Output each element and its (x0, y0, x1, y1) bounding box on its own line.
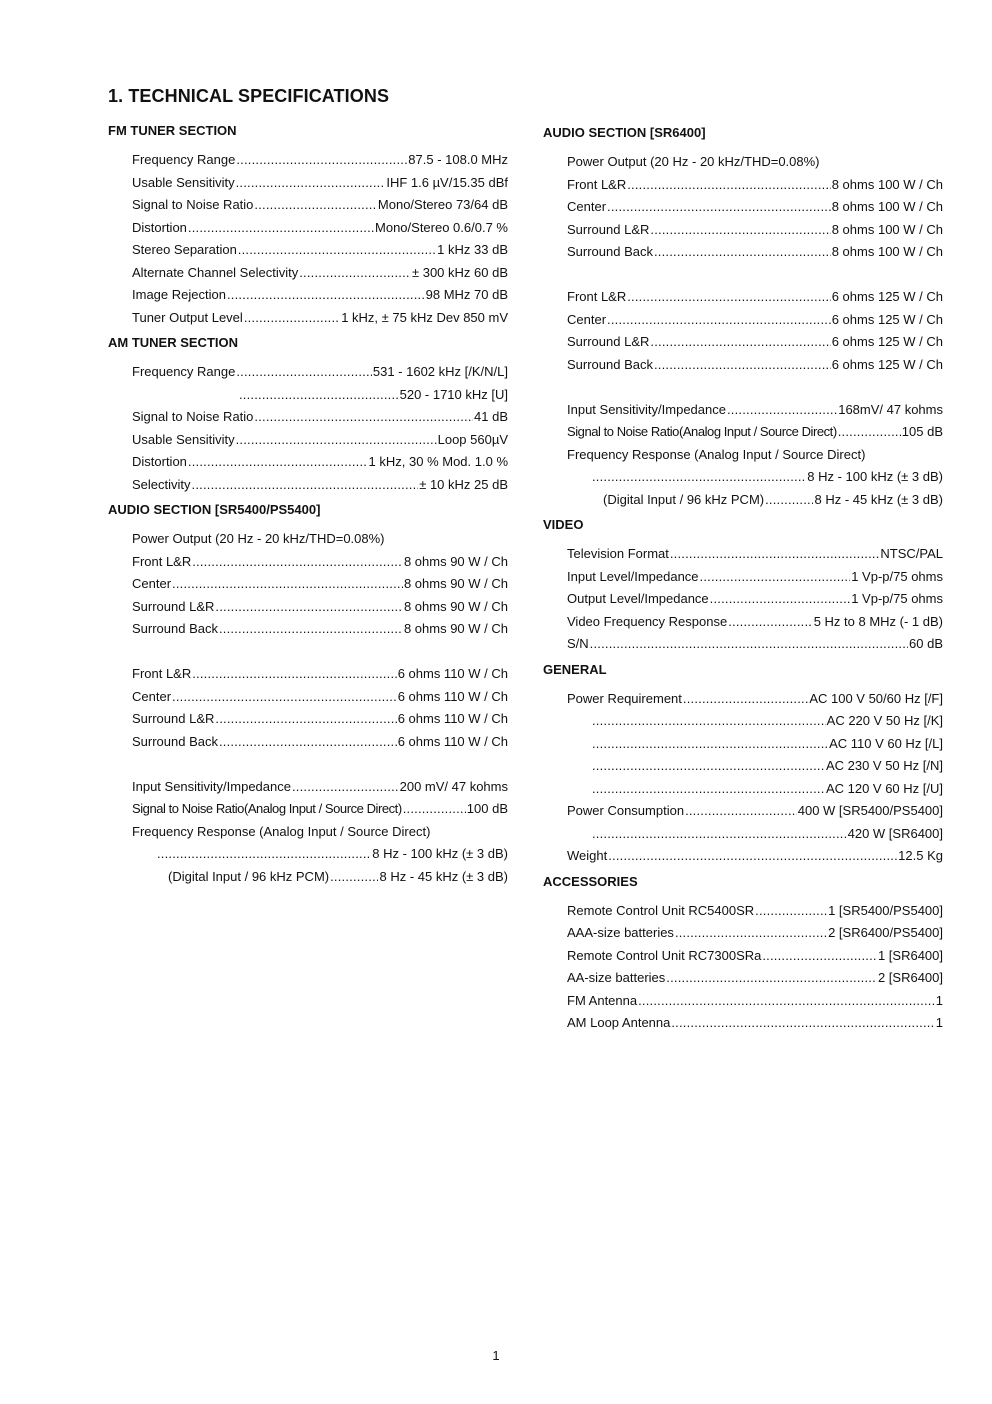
spec-value: 8 ohms 100 W / Ch (831, 176, 943, 192)
dot-leader (192, 474, 419, 497)
spec-value: IHF 1.6 µV/15.35 dBf (386, 174, 508, 190)
spec-row (567, 845, 943, 868)
accessory-label: AAA-size batteries (567, 925, 674, 940)
spec-row (132, 776, 508, 799)
dot-leader (607, 309, 831, 332)
spec-value: 6 ohms 125 W / Ch (831, 289, 943, 304)
spec-row (132, 596, 508, 619)
spec-label: Surround L&R (567, 334, 650, 349)
power-output-caption (132, 528, 508, 551)
dot-leader (671, 1012, 934, 1035)
spec-value: AC 220 V 50 Hz [/K] (826, 713, 943, 728)
dot-leader (765, 489, 813, 512)
dot-leader (592, 466, 806, 489)
spec-label: Stereo Separation (132, 242, 237, 257)
audio-5400-spec-list (108, 528, 508, 888)
accessory-quantity: 1 (935, 992, 943, 1008)
spec-row-continued (591, 755, 943, 778)
spec-label: Surround Back (567, 244, 653, 259)
spec-value: Mono/Stereo 0.6/0.7 % (375, 219, 508, 235)
spec-label: Power Output (20 Hz - 20 kHz/THD=0.08%) (132, 531, 385, 546)
spec-row (132, 798, 508, 821)
spec-row (132, 172, 508, 195)
spec-label: Front L&R (132, 666, 192, 681)
spec-label: Selectivity (132, 476, 191, 492)
spec-value: 1 Vp-p/75 ohms (851, 568, 943, 584)
spec-value: 60 dB (909, 636, 943, 651)
spec-value: 8 Hz - 100 kHz (± 3 dB) (372, 846, 508, 861)
spec-value: 8 Hz - 45 kHz (± 3 dB) (814, 491, 943, 507)
dot-leader (654, 354, 831, 377)
spec-value: 168mV/ 47 kohms (838, 401, 943, 417)
spec-value: ± 10 kHz 25 dB (419, 476, 508, 492)
dot-leader (627, 286, 830, 309)
accessory-quantity: 2 [SR6400/PS5400] (828, 925, 943, 940)
spec-row (132, 149, 508, 172)
spec-row (132, 451, 508, 474)
dot-leader (215, 596, 403, 619)
spec-label: Power Requirement (567, 690, 682, 706)
spec-value: 100 dB (466, 801, 508, 816)
dot-leader (299, 262, 411, 285)
spec-row (567, 399, 943, 422)
spec-label: Tuner Output Level (132, 309, 243, 325)
spec-row (132, 262, 508, 285)
dot-leader (592, 733, 828, 756)
dot-leader (188, 451, 368, 474)
spec-label: Center (132, 688, 172, 704)
accessory-row (567, 945, 943, 968)
dot-leader (592, 823, 847, 846)
spec-value: 6 ohms 110 W / Ch (397, 666, 508, 681)
dot-leader (219, 618, 403, 641)
dot-leader (590, 633, 908, 656)
spec-row (132, 307, 508, 330)
dot-leader (239, 384, 399, 407)
spec-label: Front L&R (567, 289, 627, 304)
spec-label: Surround Back (132, 733, 218, 749)
spec-row (168, 866, 508, 889)
dot-leader (215, 708, 396, 731)
dot-leader (838, 421, 901, 444)
video-section-heading: VIDEO (543, 517, 584, 532)
dot-leader (244, 307, 340, 330)
accessory-row (567, 1012, 943, 1035)
spec-value: 1 kHz, ± 75 kHz Dev 850 mV (341, 309, 508, 325)
spec-value: AC 110 V 60 Hz [/L] (829, 735, 943, 751)
spec-row-continued (591, 778, 943, 801)
dot-leader (755, 900, 827, 923)
spec-label: Video Frequency Response (567, 613, 728, 629)
dot-leader (236, 149, 407, 172)
spec-row (567, 421, 943, 444)
spacer (543, 264, 943, 287)
spec-row (567, 566, 943, 589)
frequency-response-caption (567, 444, 943, 467)
spec-label: Power Output (20 Hz - 20 kHz/THD=0.08%) (567, 154, 820, 169)
spec-label: Input Sensitivity/Impedance (567, 401, 726, 417)
dot-leader (654, 241, 831, 264)
spec-row (132, 239, 508, 262)
spec-value: 105 dB (901, 424, 943, 439)
audio-6400-section-heading: AUDIO SECTION [SR6400] (543, 125, 706, 140)
spacer (108, 641, 508, 664)
spec-value: 1 kHz 33 dB (437, 242, 508, 257)
dot-leader (188, 217, 374, 240)
spec-row (567, 219, 943, 242)
fm-spec-list (108, 149, 508, 329)
spec-row-continued (591, 733, 943, 756)
spec-value: 1 kHz, 30 % Mod. 1.0 % (368, 454, 508, 469)
spec-value: 400 W [SR5400/PS5400] (797, 803, 943, 818)
spec-row (132, 217, 508, 240)
accessory-quantity: 1 [SR6400] (877, 947, 943, 963)
spec-row (567, 174, 943, 197)
spec-row (132, 474, 508, 497)
spec-row (132, 573, 508, 596)
spec-value: 6 ohms 110 W / Ch (397, 688, 508, 704)
accessory-label: AA-size batteries (567, 970, 666, 985)
accessory-row (567, 900, 943, 923)
dot-leader (727, 399, 837, 422)
dot-leader (254, 194, 377, 217)
spec-value: 8 Hz - 45 kHz (± 3 dB) (379, 868, 508, 884)
dot-leader (670, 543, 880, 566)
dot-leader (192, 551, 403, 574)
spec-label: Surround Back (132, 621, 218, 636)
dot-leader (650, 219, 830, 242)
dot-leader (236, 429, 437, 452)
spec-label: Distortion (132, 454, 187, 469)
spec-row (567, 633, 943, 656)
spec-label: Center (132, 576, 172, 591)
spec-label: Center (567, 199, 607, 214)
accessory-quantity: 2 [SR6400] (877, 970, 943, 985)
spacer (543, 376, 943, 399)
spec-value: 8 Hz - 100 kHz (± 3 dB) (807, 469, 943, 484)
dot-leader (592, 755, 825, 778)
spec-label: Weight (567, 848, 608, 863)
spec-row (567, 331, 943, 354)
spec-value: ± 300 kHz 60 dB (411, 264, 508, 280)
dot-leader (172, 686, 397, 709)
dot-leader (608, 845, 897, 868)
spec-label: Output Level/Impedance (567, 591, 709, 606)
spec-label: Power Consumption (567, 803, 685, 818)
dot-leader (675, 922, 827, 945)
page-title: 1. TECHNICAL SPECIFICATIONS (108, 86, 390, 106)
spec-value: 8 ohms 100 W / Ch (831, 199, 943, 214)
dot-leader (172, 573, 403, 596)
page-number: 1 (492, 1348, 500, 1363)
accessory-label: Remote Control Unit RC5400SR (567, 902, 755, 918)
audio-5400-section-heading: AUDIO SECTION [SR5400/PS5400] (108, 502, 321, 517)
accessory-quantity: 1 [SR5400/PS5400] (828, 902, 943, 918)
dot-leader (666, 967, 877, 990)
accessory-row (567, 990, 943, 1013)
spec-label: (Digital Input / 96 kHz PCM) (168, 868, 330, 884)
accessory-label: Remote Control Unit RC7300SRa (567, 947, 762, 963)
spec-value: 12.5 Kg (898, 848, 943, 863)
spec-row (567, 543, 943, 566)
spec-row-continued (591, 710, 943, 733)
frequency-response-caption (132, 821, 508, 844)
dot-leader (683, 688, 808, 711)
spec-row (132, 406, 508, 429)
accessory-label: AM Loop Antenna (567, 1015, 671, 1030)
spec-row (567, 611, 943, 634)
spec-row (132, 284, 508, 307)
audio-6400-spec-list (543, 151, 943, 511)
spacer (108, 753, 508, 776)
spec-label: Signal to Noise Ratio(Analog Input / Source Direct) (132, 801, 402, 816)
spec-value: 41 dB (474, 409, 508, 424)
spec-label: Television Format (567, 546, 669, 561)
spec-label: Surround L&R (132, 711, 215, 726)
spec-value: 1 Vp-p/75 ohms (851, 591, 943, 606)
spec-label: Signal to Noise Ratio(Analog Input / Source Direct) (567, 424, 837, 439)
left-column (108, 121, 508, 888)
spec-row (132, 194, 508, 217)
spec-value: 6 ohms 125 W / Ch (831, 311, 943, 327)
spec-row (567, 286, 943, 309)
spec-row-continued (591, 823, 943, 846)
spec-label: Surround L&R (567, 221, 650, 237)
spec-label: Frequency Range (132, 152, 236, 167)
spec-value: 98 MHz 70 dB (425, 287, 508, 302)
video-spec-list (543, 543, 943, 656)
spec-row (132, 731, 508, 754)
spec-value: 6 ohms 125 W / Ch (831, 356, 943, 372)
dot-leader (236, 361, 372, 384)
spec-value: NTSC/PAL (880, 546, 943, 561)
spec-label: Image Rejection (132, 287, 226, 302)
spec-value: Mono/Stereo 73/64 dB (377, 197, 508, 212)
spec-value: 8 ohms 100 W / Ch (831, 221, 943, 237)
spec-label: Front L&R (132, 553, 192, 569)
spec-label: Distortion (132, 219, 187, 235)
spec-value: 200 mV/ 47 kohms (399, 778, 508, 794)
spec-row (567, 588, 943, 611)
am-section-heading: AM TUNER SECTION (108, 335, 238, 350)
spec-label: Signal to Noise Ratio (132, 409, 254, 424)
spec-row (567, 309, 943, 332)
dot-leader (219, 731, 397, 754)
spec-row (132, 618, 508, 641)
spec-label: (Digital Input / 96 kHz PCM) (603, 491, 765, 507)
spec-value: Loop 560µV (437, 431, 508, 447)
accessory-row (567, 967, 943, 990)
spec-label: Center (567, 311, 607, 327)
power-output-caption (567, 151, 943, 174)
spec-value: 8 ohms 90 W / Ch (403, 576, 508, 591)
spec-label: Frequency Response (Analog Input / Source Direct) (132, 823, 431, 839)
general-spec-list (543, 688, 943, 868)
spec-row (567, 688, 943, 711)
spec-value: AC 100 V 50/60 Hz [/F] (809, 690, 943, 706)
spec-label: Surround L&R (132, 598, 215, 614)
spec-label: Frequency Response (Analog Input / Source Direct) (567, 446, 866, 462)
dot-leader (330, 866, 378, 889)
dot-leader (710, 588, 851, 611)
spec-row (132, 551, 508, 574)
spec-row (132, 708, 508, 731)
spec-value: 520 - 1710 kHz [U] (399, 386, 508, 402)
spec-row (132, 663, 508, 686)
dot-leader (685, 800, 797, 823)
accessory-row (567, 922, 943, 945)
spec-row (567, 241, 943, 264)
dot-leader (238, 239, 436, 262)
spec-label: Frequency Range (132, 364, 236, 379)
spec-row (132, 429, 508, 452)
spec-value: 6 ohms 110 W / Ch (397, 733, 508, 749)
dot-leader (236, 172, 386, 195)
spec-label: Surround Back (567, 356, 653, 372)
spec-value: 6 ohms 125 W / Ch (831, 334, 943, 349)
spec-value: 5 Hz to 8 MHz (- 1 dB) (813, 613, 943, 629)
spec-label: S/N (567, 636, 589, 651)
accessories-list (543, 900, 943, 1035)
accessory-quantity: 1 (935, 1015, 943, 1030)
spec-label: Usable Sensitivity (132, 174, 235, 190)
general-section-heading: GENERAL (543, 661, 607, 677)
spec-value: 8 ohms 100 W / Ch (831, 244, 943, 259)
dot-leader (607, 196, 831, 219)
spec-row (567, 800, 943, 823)
dot-leader (192, 663, 396, 686)
spec-value: AC 230 V 50 Hz [/N] (825, 758, 943, 773)
spec-label: Alternate Channel Selectivity (132, 264, 299, 280)
dot-leader (728, 611, 812, 634)
spec-value: 420 W [SR6400] (847, 825, 943, 841)
spec-label: Input Level/Impedance (567, 568, 699, 584)
dot-leader (254, 406, 473, 429)
am-spec-list (108, 361, 508, 496)
spec-label: Signal to Noise Ratio (132, 197, 254, 212)
spec-value: 531 - 1602 kHz [/K/N/L] (372, 364, 508, 379)
dot-leader (762, 945, 877, 968)
spec-label: Usable Sensitivity (132, 431, 235, 447)
dot-leader (227, 284, 425, 307)
spec-value: 8 ohms 90 W / Ch (403, 621, 508, 636)
spec-row-continued (238, 384, 508, 407)
spec-value: 87.5 - 108.0 MHz (408, 152, 508, 167)
spec-value: AC 120 V 60 Hz [/U] (825, 780, 943, 796)
dot-leader (638, 990, 935, 1013)
dot-leader (157, 843, 371, 866)
dot-leader (700, 566, 851, 589)
spec-value: 6 ohms 110 W / Ch (397, 711, 508, 726)
spec-label: Front L&R (567, 176, 627, 192)
spec-row-continued (591, 466, 943, 489)
dot-leader (403, 798, 466, 821)
spec-row (567, 196, 943, 219)
right-column (543, 123, 943, 1035)
spec-row-continued (156, 843, 508, 866)
dot-leader (292, 776, 399, 799)
spec-value: 8 ohms 90 W / Ch (403, 553, 508, 569)
spec-row (567, 354, 943, 377)
fm-section-heading: FM TUNER SECTION (108, 123, 237, 138)
dot-leader (650, 331, 830, 354)
spec-row (132, 686, 508, 709)
spec-value: 8 ohms 90 W / Ch (403, 598, 508, 614)
dot-leader (592, 710, 826, 733)
accessory-label: FM Antenna (567, 992, 638, 1008)
spec-row (132, 361, 508, 384)
spec-row (603, 489, 943, 512)
spec-label: Input Sensitivity/Impedance (132, 778, 291, 794)
accessories-section-heading: ACCESSORIES (543, 873, 638, 889)
dot-leader (592, 778, 825, 801)
dot-leader (627, 174, 830, 197)
